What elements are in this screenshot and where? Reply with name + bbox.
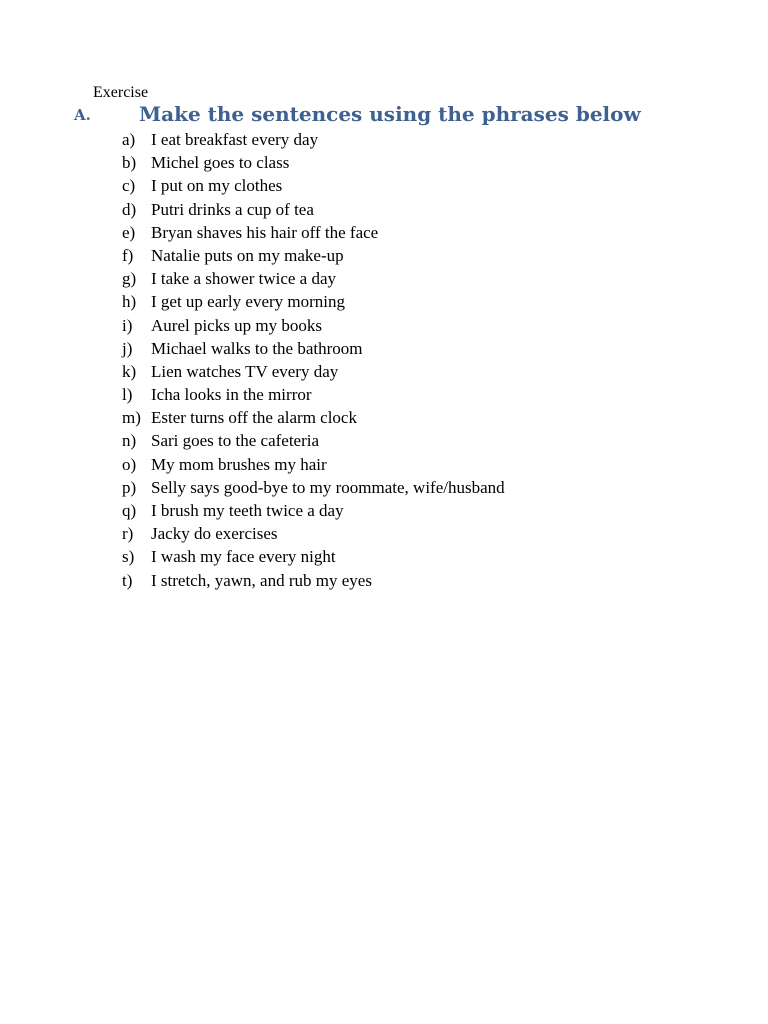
list-item-letter: t) bbox=[122, 570, 133, 590]
list-item-letter: f) bbox=[122, 245, 134, 265]
exercise-label: Exercise bbox=[93, 84, 149, 101]
list-item-text: Michael walks to the bathroom bbox=[151, 338, 363, 358]
list-item-letter: c) bbox=[122, 176, 136, 196]
list-item-letter: s) bbox=[122, 547, 135, 567]
list-item-text: Aurel picks up my books bbox=[151, 315, 322, 335]
list-item-text: Putri drinks a cup of tea bbox=[151, 199, 314, 219]
list-item-text: I stretch, yawn, and rub my eyes bbox=[151, 570, 372, 590]
list-item-letter: q) bbox=[122, 501, 137, 520]
list-item-text: Ester turns off the alarm clock bbox=[151, 408, 357, 428]
list-item-letter: g) bbox=[122, 269, 137, 289]
list-item-letter: m) bbox=[122, 408, 141, 428]
list-item-text: I take a shower twice a day bbox=[151, 269, 337, 289]
list-item-text: I get up early every morning bbox=[151, 292, 346, 312]
list-item-letter: b) bbox=[122, 153, 137, 173]
list-item-letter: o) bbox=[122, 454, 137, 474]
list-item-text: My mom brushes my hair bbox=[151, 454, 327, 474]
list-item-letter: n) bbox=[122, 431, 137, 451]
section-number: A. bbox=[74, 106, 91, 124]
list-item-letter: i) bbox=[122, 315, 133, 335]
list-item-text: Bryan shaves his hair off the face bbox=[151, 222, 379, 242]
list-item-text: Michel goes to class bbox=[151, 153, 290, 173]
list-item-text: Selly says good-bye to my roommate, wife/husband bbox=[151, 477, 505, 497]
list-item-letter: l) bbox=[122, 385, 133, 405]
list-item-text: I wash my face every night bbox=[151, 547, 336, 567]
section-title: Make the sentences using the phrases below bbox=[139, 102, 641, 126]
list-item-text: Jacky do exercises bbox=[151, 524, 278, 544]
list-item-text: Sari goes to the cafeteria bbox=[151, 431, 320, 451]
list-item-text: I put on my clothes bbox=[151, 176, 283, 196]
list-item-letter: p) bbox=[122, 477, 137, 497]
list-item-text: I brush my teeth twice a day bbox=[151, 501, 344, 520]
list-item-text: I eat breakfast every day bbox=[151, 130, 319, 149]
list-item-letter: r) bbox=[122, 524, 134, 544]
list-item-text: Lien watches TV every day bbox=[151, 361, 339, 381]
list-item-text: Natalie puts on my make-up bbox=[151, 245, 344, 265]
list-item-letter: k) bbox=[122, 361, 137, 381]
list-item-letter: j) bbox=[122, 338, 133, 358]
list-item-letter: a) bbox=[122, 130, 136, 149]
list-item-letter: e) bbox=[122, 222, 136, 242]
list-item-text: Icha looks in the mirror bbox=[151, 385, 312, 405]
list-item-letter: h) bbox=[122, 292, 137, 312]
list-item-letter: d) bbox=[122, 199, 137, 219]
